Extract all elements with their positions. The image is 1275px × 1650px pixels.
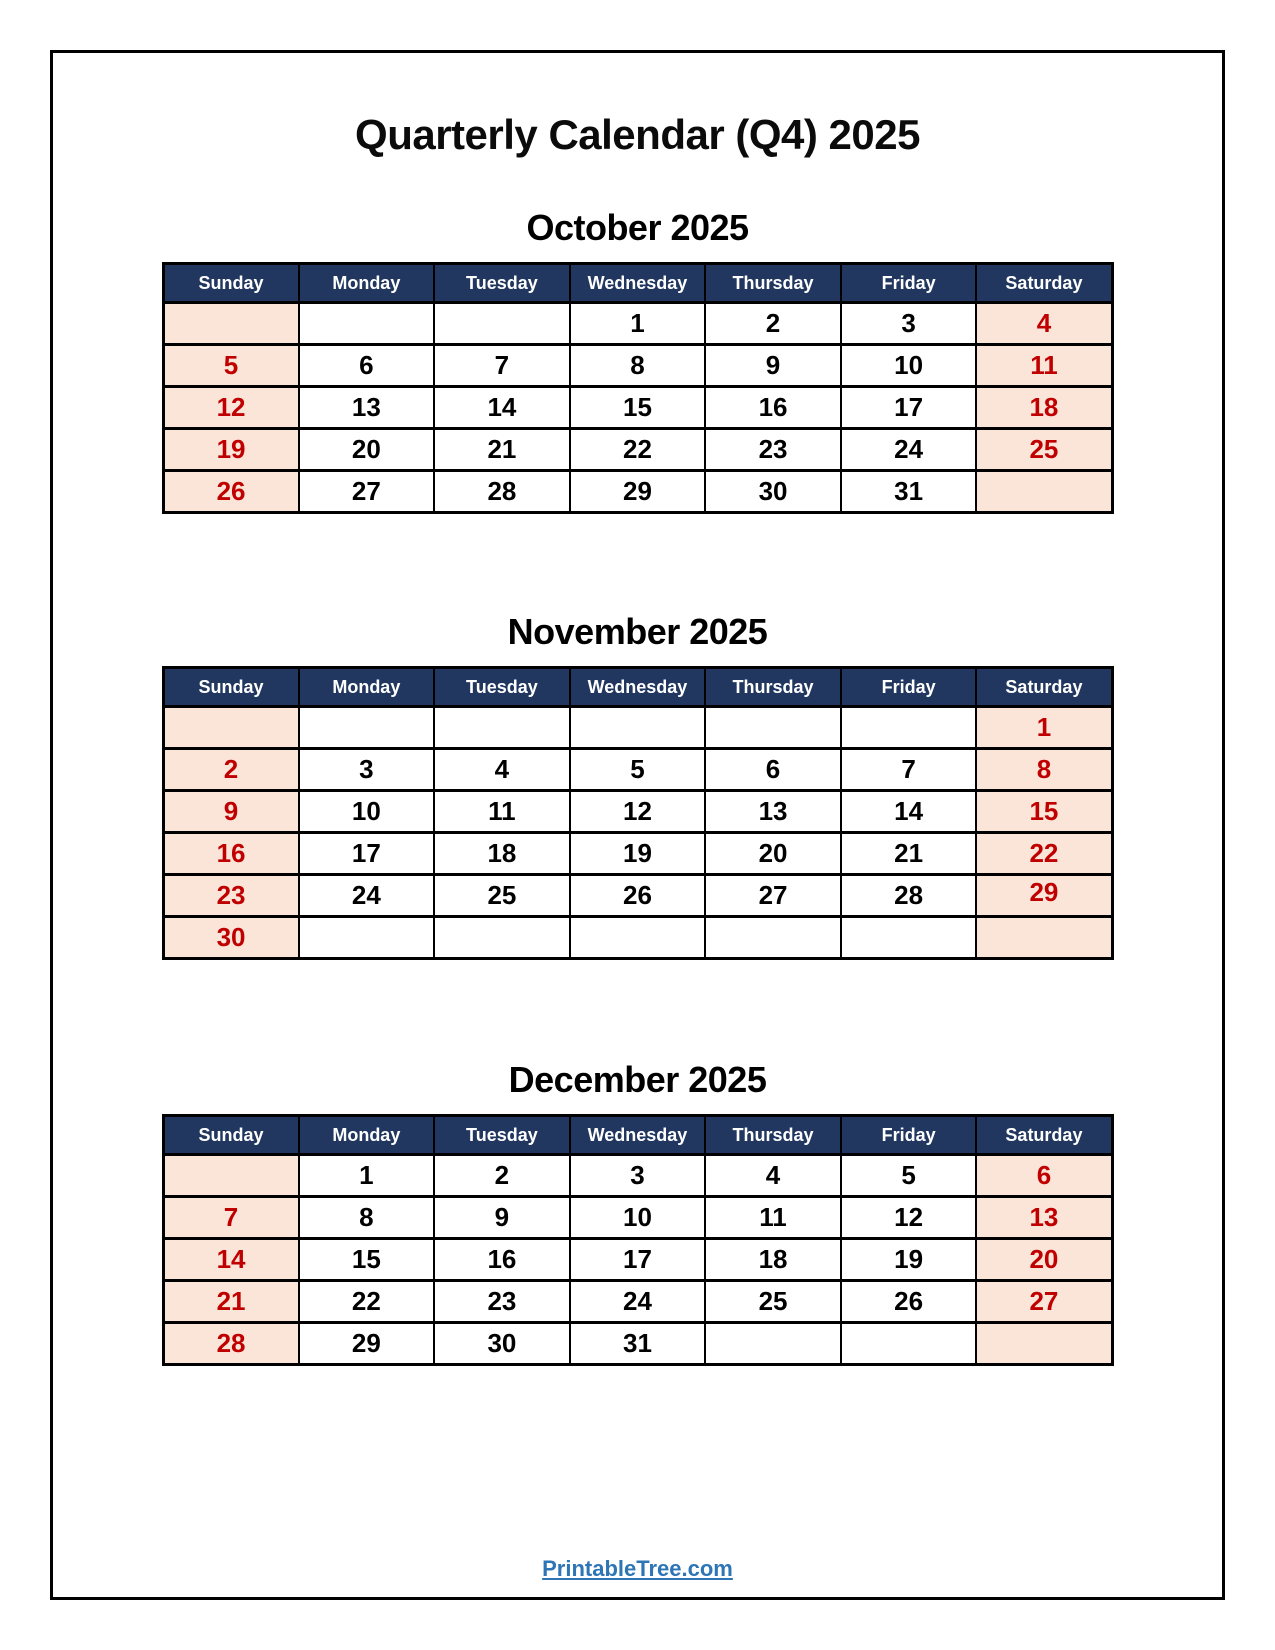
calendar-week-row bbox=[163, 875, 1112, 917]
weekday-header-row bbox=[163, 264, 1112, 303]
calendar-day-cell: 18 bbox=[434, 833, 570, 875]
calendar-day-cell: 24 bbox=[299, 875, 435, 917]
weekday-header-row bbox=[163, 668, 1112, 707]
calendar-day-cell: 30 bbox=[163, 917, 299, 959]
weekday-header-sunday: Sunday bbox=[163, 1116, 299, 1155]
calendar-empty-cell bbox=[841, 1323, 977, 1365]
calendar-week-row bbox=[163, 387, 1112, 429]
calendar-day-cell: 8 bbox=[976, 749, 1112, 791]
weekday-header-thursday: Thursday bbox=[705, 668, 841, 707]
calendar-day-cell: 17 bbox=[570, 1239, 706, 1281]
calendar-empty-cell bbox=[841, 707, 977, 749]
calendar-day-cell: 19 bbox=[570, 833, 706, 875]
calendar-day-cell: 29 bbox=[976, 875, 1112, 917]
footer-link[interactable]: PrintableTree.com bbox=[542, 1556, 733, 1581]
calendar-day-cell: 31 bbox=[570, 1323, 706, 1365]
calendar-day-cell: 5 bbox=[163, 345, 299, 387]
weekday-header-monday: Monday bbox=[299, 1116, 435, 1155]
calendar-week-row bbox=[163, 749, 1112, 791]
calendar-week-row bbox=[163, 833, 1112, 875]
calendar-day-cell: 26 bbox=[841, 1281, 977, 1323]
calendar-empty-cell bbox=[705, 1323, 841, 1365]
weekday-header-wednesday: Wednesday bbox=[570, 668, 706, 707]
calendar-empty-cell bbox=[163, 303, 299, 345]
calendar-day-cell: 15 bbox=[570, 387, 706, 429]
calendar-day-cell: 14 bbox=[163, 1239, 299, 1281]
calendar-day-cell: 22 bbox=[570, 429, 706, 471]
calendar-empty-cell bbox=[434, 917, 570, 959]
calendar-day-cell: 17 bbox=[299, 833, 435, 875]
calendar-day-cell: 27 bbox=[705, 875, 841, 917]
calendar-day-cell: 15 bbox=[299, 1239, 435, 1281]
month-title-november: November 2025 bbox=[507, 611, 768, 652]
calendar-day-cell: 22 bbox=[299, 1281, 435, 1323]
calendar-day-cell: 3 bbox=[570, 1155, 706, 1197]
calendar-day-cell: 24 bbox=[841, 429, 977, 471]
weekday-header-friday: Friday bbox=[841, 1116, 977, 1155]
weekday-header-sunday: Sunday bbox=[163, 668, 299, 707]
calendar-empty-cell bbox=[976, 917, 1112, 959]
calendar-day-cell: 4 bbox=[434, 749, 570, 791]
calendar-day-cell: 31 bbox=[841, 471, 977, 513]
weekday-header-friday: Friday bbox=[841, 668, 977, 707]
calendar-empty-cell bbox=[705, 707, 841, 749]
calendar-day-cell: 9 bbox=[434, 1197, 570, 1239]
calendar-day-cell: 7 bbox=[434, 345, 570, 387]
calendar-day-cell: 4 bbox=[705, 1155, 841, 1197]
calendar-day-cell: 6 bbox=[299, 345, 435, 387]
calendar-day-cell: 21 bbox=[434, 429, 570, 471]
weekday-header-row bbox=[163, 1116, 1112, 1155]
calendar-table-october bbox=[162, 262, 1114, 514]
calendar-day-cell: 14 bbox=[434, 387, 570, 429]
weekday-header-thursday: Thursday bbox=[705, 264, 841, 303]
calendar-week-row bbox=[163, 1281, 1112, 1323]
calendar-day-cell: 11 bbox=[976, 345, 1112, 387]
calendar-day-cell: 17 bbox=[841, 387, 977, 429]
weekday-header-sunday: Sunday bbox=[163, 264, 299, 303]
weekday-header-wednesday: Wednesday bbox=[570, 1116, 706, 1155]
calendar-day-cell: 28 bbox=[163, 1323, 299, 1365]
month-section-october bbox=[50, 206, 1225, 514]
calendar-day-cell: 18 bbox=[976, 387, 1112, 429]
calendar-table-december bbox=[162, 1114, 1114, 1366]
calendar-day-cell: 8 bbox=[570, 345, 706, 387]
calendar-empty-cell bbox=[434, 707, 570, 749]
calendar-day-cell: 2 bbox=[705, 303, 841, 345]
calendar-day-cell: 9 bbox=[705, 345, 841, 387]
calendar-day-cell: 23 bbox=[434, 1281, 570, 1323]
calendar-day-cell: 30 bbox=[434, 1323, 570, 1365]
calendar-week-row bbox=[163, 471, 1112, 513]
calendar-day-cell: 14 bbox=[841, 791, 977, 833]
calendar-day-cell: 20 bbox=[299, 429, 435, 471]
calendar-day-cell: 3 bbox=[841, 303, 977, 345]
calendar-day-cell: 30 bbox=[705, 471, 841, 513]
calendar-day-cell: 29 bbox=[299, 1323, 435, 1365]
calendar-week-row bbox=[163, 791, 1112, 833]
calendar-day-cell: 16 bbox=[163, 833, 299, 875]
calendar-week-row bbox=[163, 707, 1112, 749]
calendar-week-row bbox=[163, 1239, 1112, 1281]
calendar-day-cell: 1 bbox=[976, 707, 1112, 749]
calendar-empty-cell bbox=[570, 917, 706, 959]
calendar-day-cell: 9 bbox=[163, 791, 299, 833]
calendar-day-cell: 21 bbox=[841, 833, 977, 875]
calendar-week-row bbox=[163, 1197, 1112, 1239]
calendar-day-cell: 15 bbox=[976, 791, 1112, 833]
weekday-header-saturday: Saturday bbox=[976, 668, 1112, 707]
calendar-week-row bbox=[163, 917, 1112, 959]
calendar-day-cell: 1 bbox=[570, 303, 706, 345]
calendar-week-row bbox=[163, 303, 1112, 345]
calendar-day-cell: 19 bbox=[841, 1239, 977, 1281]
calendar-day-cell: 28 bbox=[434, 471, 570, 513]
calendar-day-cell: 10 bbox=[299, 791, 435, 833]
weekday-header-monday: Monday bbox=[299, 264, 435, 303]
calendar-day-cell: 24 bbox=[570, 1281, 706, 1323]
calendar-day-cell: 21 bbox=[163, 1281, 299, 1323]
month-title-october: October 2025 bbox=[526, 207, 749, 248]
month-title-december: December 2025 bbox=[508, 1059, 767, 1100]
month-section-december bbox=[50, 1058, 1225, 1366]
weekday-header-monday: Monday bbox=[299, 668, 435, 707]
calendar-day-cell: 18 bbox=[705, 1239, 841, 1281]
calendar-week-row bbox=[163, 1155, 1112, 1197]
calendar-day-cell: 12 bbox=[163, 387, 299, 429]
calendar-day-cell: 13 bbox=[299, 387, 435, 429]
calendar-day-cell: 4 bbox=[976, 303, 1112, 345]
calendar-day-cell: 26 bbox=[163, 471, 299, 513]
calendar-empty-cell bbox=[299, 707, 435, 749]
calendar-day-cell: 11 bbox=[705, 1197, 841, 1239]
weekday-header-wednesday: Wednesday bbox=[570, 264, 706, 303]
weekday-header-tuesday: Tuesday bbox=[434, 1116, 570, 1155]
calendar-day-cell: 29 bbox=[570, 471, 706, 513]
calendar-day-cell: 12 bbox=[570, 791, 706, 833]
calendar-day-cell: 23 bbox=[705, 429, 841, 471]
calendar-day-cell: 26 bbox=[570, 875, 706, 917]
calendar-day-cell: 6 bbox=[705, 749, 841, 791]
calendar-day-cell: 25 bbox=[976, 429, 1112, 471]
calendar-day-cell: 23 bbox=[163, 875, 299, 917]
calendar-empty-cell bbox=[163, 707, 299, 749]
calendar-empty-cell bbox=[841, 917, 977, 959]
calendar-day-cell: 5 bbox=[841, 1155, 977, 1197]
calendar-empty-cell bbox=[163, 1155, 299, 1197]
weekday-header-tuesday: Tuesday bbox=[434, 264, 570, 303]
calendar-day-cell: 6 bbox=[976, 1155, 1112, 1197]
calendar-day-cell: 22 bbox=[976, 833, 1112, 875]
weekday-header-thursday: Thursday bbox=[705, 1116, 841, 1155]
calendar-empty-cell bbox=[570, 707, 706, 749]
calendar-table-november bbox=[162, 666, 1114, 960]
calendar-day-cell: 28 bbox=[841, 875, 977, 917]
calendar-day-cell: 12 bbox=[841, 1197, 977, 1239]
calendar-day-cell: 27 bbox=[976, 1281, 1112, 1323]
calendar-day-cell: 1 bbox=[299, 1155, 435, 1197]
calendar-day-cell: 7 bbox=[841, 749, 977, 791]
weekday-header-friday: Friday bbox=[841, 264, 977, 303]
month-section-november bbox=[50, 610, 1225, 960]
weekday-header-saturday: Saturday bbox=[976, 1116, 1112, 1155]
calendar-empty-cell bbox=[976, 1323, 1112, 1365]
calendar-day-cell: 19 bbox=[163, 429, 299, 471]
calendar-empty-cell bbox=[976, 471, 1112, 513]
calendar-day-cell: 11 bbox=[434, 791, 570, 833]
calendar-day-cell: 16 bbox=[434, 1239, 570, 1281]
footer bbox=[50, 1556, 1225, 1582]
weekday-header-tuesday: Tuesday bbox=[434, 668, 570, 707]
calendar-day-cell: 7 bbox=[163, 1197, 299, 1239]
calendar-week-row bbox=[163, 429, 1112, 471]
calendar-day-cell: 13 bbox=[976, 1197, 1112, 1239]
calendar-empty-cell bbox=[705, 917, 841, 959]
calendar-week-row bbox=[163, 345, 1112, 387]
calendar-empty-cell bbox=[299, 303, 435, 345]
calendar-day-cell: 2 bbox=[163, 749, 299, 791]
calendar-day-cell: 2 bbox=[434, 1155, 570, 1197]
page-title: Quarterly Calendar (Q4) 2025 bbox=[355, 111, 920, 158]
calendar-empty-cell bbox=[299, 917, 435, 959]
calendar-day-cell: 25 bbox=[434, 875, 570, 917]
calendar-day-cell: 27 bbox=[299, 471, 435, 513]
calendar-day-cell: 5 bbox=[570, 749, 706, 791]
calendar-day-cell: 3 bbox=[299, 749, 435, 791]
calendar-empty-cell bbox=[434, 303, 570, 345]
calendar-day-cell: 10 bbox=[570, 1197, 706, 1239]
calendar-day-cell: 20 bbox=[976, 1239, 1112, 1281]
calendar-day-cell: 20 bbox=[705, 833, 841, 875]
weekday-header-saturday: Saturday bbox=[976, 264, 1112, 303]
calendar-day-cell: 10 bbox=[841, 345, 977, 387]
calendar-day-cell: 16 bbox=[705, 387, 841, 429]
calendar-week-row bbox=[163, 1323, 1112, 1365]
calendar-day-cell: 8 bbox=[299, 1197, 435, 1239]
calendar-day-cell: 25 bbox=[705, 1281, 841, 1323]
calendar-day-cell: 13 bbox=[705, 791, 841, 833]
